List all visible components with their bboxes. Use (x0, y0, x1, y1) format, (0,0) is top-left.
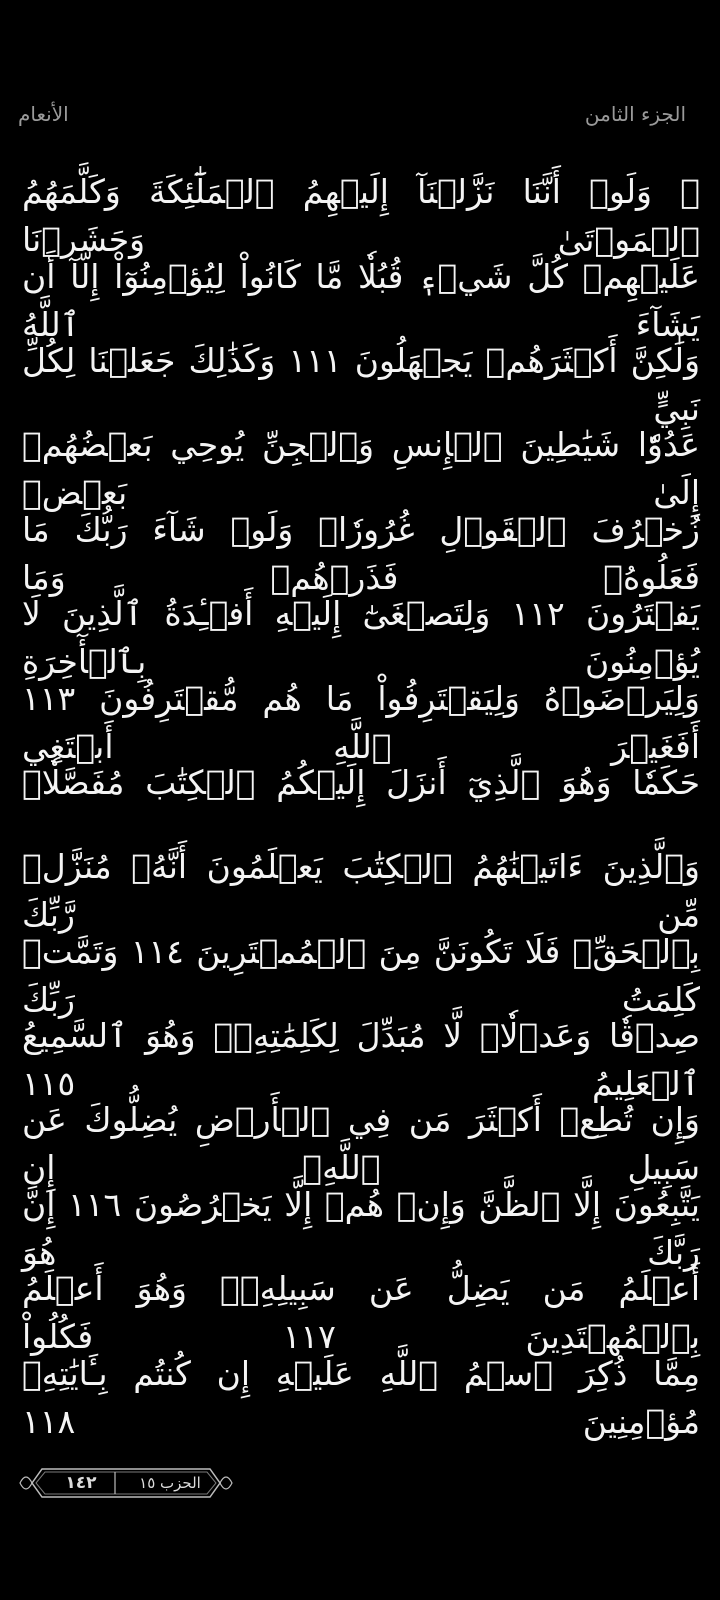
text-line-15: مِمَّا ذُكِرَ ٱسۡمُ ٱللَّهِ عَلَيۡهِ إِن كُنتُم بِـَٔايَٰتِهِۦ مُؤۡمِنِينَ ١١٨ (22, 1353, 700, 1441)
text-line-4: عَدُوّٗا شَيَٰطِينَ ٱلۡإِنسِ وَٱلۡجِنِّ يُوحِي بَعۡضُهُمۡ إِلَىٰ بَعۡضٖ (22, 425, 700, 513)
text-line-12: وَإِن تُطِعۡ أَكۡثَرَ مَن فِي ٱلۡأَرۡضِ يُضِلُّوكَ عَن سَبِيلِ ٱللَّهِۚ إِن (22, 1100, 700, 1188)
text-line-10: بِٱلۡحَقِّۖ فَلَا تَكُونَنَّ مِنَ ٱلۡمُمۡتَرِينَ ١١٤ وَتَمَّتۡ كَلِمَتُ رَبِّكَ (22, 931, 700, 1019)
quran-page-text[interactable] (22, 150, 701, 1441)
text-line-2: عَلَيۡهِمۡ كُلَّ شَيۡءٖ قُبُلٗا مَّا كَانُواْ لِيُؤۡمِنُوٓاْ إِلَّآ أَن يَشَآءَ ٱللَّهُ (22, 256, 700, 344)
juz-label: الجزء الثامن (584, 102, 686, 126)
text-line-3: وَلَٰكِنَّ أَكۡثَرَهُمۡ يَجۡهَلُونَ ١١١ وَكَذَٰلِكَ جَعَلۡنَا لِكُلِّ نَبِيٍّ (22, 340, 701, 428)
text-line-6: يَفۡتَرُونَ ١١٢ وَلِتَصۡغَىٰٓ إِلَيۡهِ أَفۡـِٔدَةُ ٱلَّذِينَ لَا يُؤۡمِنُونَ بِٱلۡأٓخِرَةِ (22, 594, 700, 682)
page-number: ١٤٢ (65, 1473, 97, 1493)
text-line-14: أَعۡلَمُ مَن يَضِلُّ عَن سَبِيلِهِۦۖ وَهُوَ أَعۡلَمُ بِٱلۡمُهۡتَدِينَ ١١٧ فَكُلُواْ (22, 1269, 700, 1357)
hizb-label: الحزب ١٥ (139, 1474, 201, 1492)
text-line-8: حَكَمٗا وَهُوَ ٱلَّذِيٓ أَنزَلَ إِلَيۡكُمُ ٱلۡكِتَٰبَ مُفَصَّلٗاۚ (22, 762, 700, 802)
text-line-9: وَٱلَّذِينَ ءَاتَيۡنَٰهُمُ ٱلۡكِتَٰبَ يَعۡلَمُونَ أَنَّهُۥ مُنَزَّلٞ مِّن رَّبِّكَ (22, 847, 700, 935)
text-line-11: صِدۡقٗا وَعَدۡلٗاۚ لَّا مُبَدِّلَ لِكَلِمَٰتِهِۦۚ وَهُوَ ٱلسَّمِيعُ ٱلۡعَلِيمُ ١١٥ (22, 1016, 700, 1104)
text-line-1: ۞ وَلَوۡ أَنَّنَا نَزَّلۡنَآ إِلَيۡهِمُ ٱلۡمَلَٰٓئِكَةَ وَكَلَّمَهُمُ ٱلۡمَوۡتَىٰ وَحَشَرۡنَا (22, 172, 700, 260)
page-footer-ornament (18, 1465, 234, 1501)
page-header (18, 98, 686, 130)
text-line-7: وَلِيَرۡضَوۡهُ وَلِيَقۡتَرِفُواْ مَا هُم مُّقۡتَرِفُونَ ١١٣ أَفَغَيۡرَ ٱللَّهِ أَبۡتَغِي (22, 678, 700, 766)
text-line-13: يَتَّبِعُونَ إِلَّا ٱلظَّنَّ وَإِنۡ هُمۡ إِلَّا يَخۡرُصُونَ ١١٦ إِنَّ رَبَّكَ هُوَ (22, 1184, 700, 1272)
surah-name: الأنعام (18, 102, 69, 126)
text-line-5: زُخۡرُفَ ٱلۡقَوۡلِ غُرُورٗاۚ وَلَوۡ شَآءَ رَبُّكَ مَا فَعَلُوهُۖ فَذَرۡهُمۡ وَمَا (22, 509, 700, 597)
